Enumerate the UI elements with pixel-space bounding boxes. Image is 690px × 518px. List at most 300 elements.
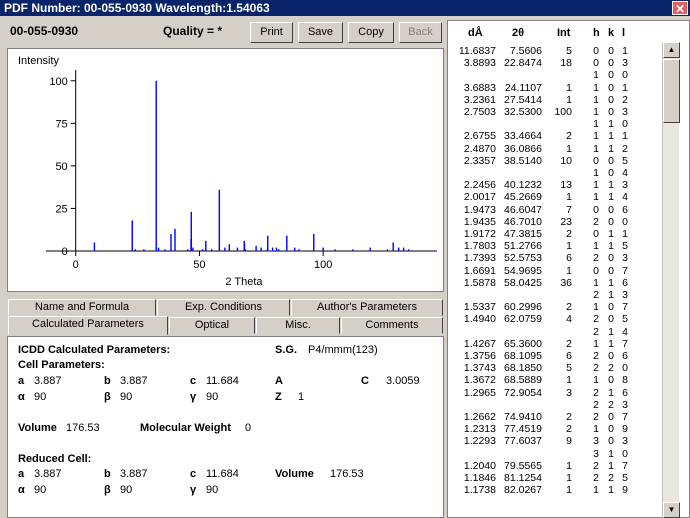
intensity-value: 9 xyxy=(566,435,572,448)
two-theta-value: 77.6037 xyxy=(504,435,542,448)
d-value: 1.1846 xyxy=(463,472,496,484)
cell-parameters-heading: Cell Parameters: xyxy=(18,359,105,371)
d-value: 2.4870 xyxy=(463,142,496,155)
k-index: 2 xyxy=(608,398,614,411)
k-index: 1 xyxy=(608,228,614,240)
k-index: 0 xyxy=(608,301,614,314)
h-index: 2 xyxy=(593,313,599,326)
reduced-beta-value: 90 xyxy=(120,484,133,496)
two-theta-value: 33.4664 xyxy=(504,130,542,143)
tab-authors-parameters[interactable]: Author's Parameters xyxy=(291,299,443,316)
peak-row[interactable] xyxy=(448,388,663,399)
peak-row[interactable] xyxy=(448,217,663,228)
peak-row[interactable] xyxy=(448,180,663,191)
l-index: 3 xyxy=(622,252,628,265)
reduced-b-value: 3.887 xyxy=(120,468,148,480)
k-index: 1 xyxy=(608,447,614,460)
d-value: 1.1738 xyxy=(463,484,496,497)
reduced-volume-value: 176.53 xyxy=(330,468,364,480)
intensity-value: 1 xyxy=(566,484,572,497)
k-index: 1 xyxy=(608,118,614,131)
l-index: 0 xyxy=(622,447,628,460)
cell-Z-value: 1 xyxy=(298,391,305,403)
peak-list[interactable] xyxy=(447,20,690,518)
d-value: 1.3743 xyxy=(463,362,496,375)
l-index: 1 xyxy=(622,45,628,57)
two-theta-value: 40.1232 xyxy=(504,179,542,192)
intensity-value: 4 xyxy=(566,313,572,326)
two-theta-value: 52.5753 xyxy=(504,252,542,265)
col-header-int: Int xyxy=(557,27,571,39)
peak-row[interactable] xyxy=(448,241,663,252)
l-index: 0 xyxy=(622,362,628,375)
l-index: 0 xyxy=(622,118,628,131)
l-index: 3 xyxy=(622,179,628,192)
d-value: 1.4940 xyxy=(463,313,496,326)
d-value: 1.9435 xyxy=(463,215,496,228)
peak-row[interactable] xyxy=(448,83,663,94)
l-index: 2 xyxy=(622,93,628,106)
intensity-value: 6 xyxy=(566,252,572,265)
molecular-weight-label: Molecular Weight xyxy=(140,422,231,434)
two-theta-value: 74.9410 xyxy=(504,411,542,423)
h-index: 1 xyxy=(593,337,599,350)
h-index: 0 xyxy=(593,203,599,216)
intensity-value: 1 xyxy=(566,472,572,484)
cell-b-label: b xyxy=(104,375,111,387)
l-index: 7 xyxy=(622,301,628,314)
peak-row[interactable] xyxy=(448,400,663,411)
l-index: 3 xyxy=(622,289,628,301)
peak-row[interactable] xyxy=(448,449,663,460)
cell-c-label: c xyxy=(190,375,197,387)
h-index: 1 xyxy=(593,191,599,204)
peak-row[interactable] xyxy=(448,339,663,350)
d-value: 1.7803 xyxy=(463,240,496,253)
h-index: 1 xyxy=(593,179,599,192)
intensity-value: 1 xyxy=(566,81,572,94)
intensity-value: 5 xyxy=(566,45,572,57)
tab-optical[interactable]: Optical xyxy=(169,317,255,334)
l-index: 9 xyxy=(622,484,628,497)
peak-row[interactable] xyxy=(448,131,663,142)
peak-row[interactable] xyxy=(448,278,663,289)
d-value: 2.0017 xyxy=(463,191,496,204)
reduced-cell-heading: Reduced Cell: xyxy=(18,453,92,465)
peak-row[interactable] xyxy=(448,229,663,240)
space-group-value: P4/mmm(123) xyxy=(308,344,378,356)
d-value: 2.6755 xyxy=(463,130,496,143)
peak-row[interactable] xyxy=(448,119,663,130)
cell-c-value: 11.684 xyxy=(206,375,239,387)
l-index: 7 xyxy=(622,264,628,277)
peak-row[interactable] xyxy=(448,70,663,81)
h-index: 1 xyxy=(593,423,599,436)
calculated-parameters-panel xyxy=(7,336,444,518)
two-theta-value: 45.2669 xyxy=(504,191,542,204)
intensity-value: 1 xyxy=(566,240,572,253)
intensity-value: 2 xyxy=(566,130,572,143)
peak-list-scrollbar[interactable] xyxy=(662,42,679,518)
cell-Z-label: Z xyxy=(275,391,282,403)
tab-calculated-parameters[interactable]: Calculated Parameters xyxy=(8,316,168,335)
reduced-alpha-label: α xyxy=(18,484,25,496)
h-index: 2 xyxy=(593,459,599,472)
cell-beta-value: 90 xyxy=(120,391,133,403)
intensity-value: 6 xyxy=(566,350,572,362)
two-theta-value: 60.2996 xyxy=(504,301,542,314)
l-index: 6 xyxy=(622,276,628,289)
peak-row[interactable] xyxy=(448,144,663,155)
two-theta-value: 27.5414 xyxy=(504,93,542,106)
reduced-a-value: 3.887 xyxy=(34,468,62,480)
peak-row[interactable] xyxy=(448,290,663,301)
k-index: 1 xyxy=(608,142,614,155)
intensity-value: 1 xyxy=(566,459,572,472)
h-index: 2 xyxy=(593,252,599,265)
h-index: 2 xyxy=(593,398,599,411)
d-value: 1.3756 xyxy=(463,350,496,362)
intensity-value: 7 xyxy=(566,203,572,216)
col-header-d: dÅ xyxy=(468,27,483,39)
intensity-value: 10 xyxy=(560,154,572,167)
k-index: 1 xyxy=(608,289,614,301)
volume-label: Volume xyxy=(18,422,57,434)
h-index: 1 xyxy=(593,106,599,118)
reduced-alpha-value: 90 xyxy=(34,484,47,496)
two-theta-value: 82.0267 xyxy=(504,484,542,497)
window-titlebar xyxy=(0,0,690,16)
tab-name-formula[interactable]: Name and Formula xyxy=(8,299,156,316)
peak-row[interactable] xyxy=(448,363,663,374)
l-index: 4 xyxy=(622,325,628,338)
reduced-gamma-label: γ xyxy=(190,484,197,496)
intensity-value: 1 xyxy=(566,264,572,277)
two-theta-value: 77.4519 xyxy=(504,423,542,436)
cell-C-value: 3.0059 xyxy=(386,375,420,387)
cell-alpha-label: α xyxy=(18,391,25,403)
h-index: 1 xyxy=(593,240,599,253)
copy-button[interactable]: Copy xyxy=(348,22,394,43)
k-index: 2 xyxy=(608,472,614,484)
intensity-value: 18 xyxy=(560,57,572,70)
peak-row[interactable] xyxy=(448,473,663,484)
h-index: 0 xyxy=(593,154,599,167)
l-index: 7 xyxy=(622,459,628,472)
l-index: 1 xyxy=(622,130,628,143)
window-title: PDF Number: 00-055-0930 Wavelength:1.54063 xyxy=(4,1,270,15)
l-index: 6 xyxy=(622,203,628,216)
d-value: 1.2293 xyxy=(463,435,496,448)
l-index: 2 xyxy=(622,142,628,155)
h-index: 3 xyxy=(593,447,599,460)
d-value: 2.3357 xyxy=(463,154,496,167)
col-header-k: k xyxy=(608,27,615,39)
quality-label: Quality = * xyxy=(163,24,223,38)
k-index: 1 xyxy=(608,130,614,143)
calc-heading: ICDD Calculated Parameters: xyxy=(18,344,171,356)
y-tick-label: 25 xyxy=(55,203,68,216)
k-index: 0 xyxy=(608,252,614,265)
d-value: 2.2456 xyxy=(463,179,496,192)
two-theta-value: 38.5140 xyxy=(504,154,542,167)
d-value: 1.5337 xyxy=(463,301,496,314)
k-index: 1 xyxy=(608,325,614,338)
cell-a-label: a xyxy=(18,375,25,387)
reduced-beta-label: β xyxy=(104,484,111,496)
d-value: 1.7393 xyxy=(463,252,496,265)
h-index: 1 xyxy=(593,81,599,94)
two-theta-value: 46.7010 xyxy=(504,215,542,228)
h-index: 2 xyxy=(593,289,599,301)
two-theta-value: 7.5606 xyxy=(509,45,542,57)
intensity-value: 2 xyxy=(566,423,572,436)
intensity-value: 23 xyxy=(560,215,572,228)
d-value: 1.9172 xyxy=(463,228,496,240)
y-axis-label: Intensity xyxy=(18,55,59,67)
x-tick-label: 100 xyxy=(313,259,333,271)
peak-row[interactable] xyxy=(448,168,663,179)
two-theta-value: 81.1254 xyxy=(504,472,542,484)
cell-b-value: 3.887 xyxy=(120,375,148,387)
volume-value: 176.53 xyxy=(66,422,100,434)
k-index: 2 xyxy=(608,362,614,375)
k-index: 1 xyxy=(608,459,614,472)
peak-row[interactable] xyxy=(448,375,663,386)
intensity-value: 5 xyxy=(566,362,572,375)
h-index: 2 xyxy=(593,411,599,423)
reduced-a-label: a xyxy=(18,468,25,480)
peak-row[interactable] xyxy=(448,461,663,472)
k-index: 0 xyxy=(608,93,614,106)
d-value: 1.5878 xyxy=(463,276,496,289)
y-tick-label: 100 xyxy=(49,75,68,88)
d-value: 1.6691 xyxy=(463,264,496,277)
reduced-c-label: c xyxy=(190,468,197,480)
l-index: 9 xyxy=(622,423,628,436)
scroll-thumb[interactable] xyxy=(663,59,680,123)
peak-row[interactable] xyxy=(448,314,663,325)
reduced-b-label: b xyxy=(104,468,111,480)
h-index: 2 xyxy=(593,325,599,338)
l-index: 0 xyxy=(622,215,628,228)
l-index: 3 xyxy=(622,57,628,70)
l-index: 4 xyxy=(622,167,628,179)
print-button[interactable]: Print xyxy=(250,22,293,43)
k-index: 0 xyxy=(608,167,614,179)
l-index: 6 xyxy=(622,350,628,362)
d-value: 1.2965 xyxy=(463,386,496,399)
l-index: 7 xyxy=(622,337,628,350)
intensity-value: 36 xyxy=(560,276,572,289)
peak-row[interactable] xyxy=(448,107,663,118)
cell-gamma-value: 90 xyxy=(206,391,219,403)
h-index: 0 xyxy=(593,45,599,57)
k-index: 0 xyxy=(608,69,614,82)
y-tick-label: 75 xyxy=(55,118,68,131)
d-value: 1.2313 xyxy=(463,423,496,436)
reduced-gamma-value: 90 xyxy=(206,484,219,496)
k-index: 0 xyxy=(608,215,614,228)
d-value: 3.6883 xyxy=(463,81,496,94)
k-index: 1 xyxy=(608,240,614,253)
l-index: 3 xyxy=(622,106,628,118)
intensity-value: 2 xyxy=(566,228,572,240)
space-group-label: S.G. xyxy=(275,344,298,356)
h-index: 2 xyxy=(593,215,599,228)
back-button[interactable]: Back xyxy=(399,22,442,43)
tab-misc[interactable]: Misc. xyxy=(256,317,340,334)
peak-row[interactable] xyxy=(448,351,663,362)
two-theta-value: 58.0425 xyxy=(504,276,542,289)
peak-row[interactable] xyxy=(448,192,663,203)
l-index: 8 xyxy=(622,374,628,387)
diffraction-pattern-chart xyxy=(7,48,444,292)
h-index: 1 xyxy=(593,93,599,106)
d-value: 1.2040 xyxy=(463,459,496,472)
two-theta-value: 68.5889 xyxy=(504,374,542,387)
peak-row[interactable] xyxy=(448,58,663,69)
header-bar xyxy=(0,17,445,47)
two-theta-value: 22.8474 xyxy=(504,57,542,70)
h-index: 2 xyxy=(593,350,599,362)
two-theta-value: 79.5565 xyxy=(504,459,542,472)
peak-row[interactable] xyxy=(448,253,663,264)
k-index: 1 xyxy=(608,191,614,204)
peak-row[interactable] xyxy=(448,46,663,57)
chart-svg xyxy=(8,49,443,291)
peak-row[interactable] xyxy=(448,95,663,106)
x-tick-label: 50 xyxy=(193,259,206,271)
h-index: 0 xyxy=(593,264,599,277)
peak-row[interactable] xyxy=(448,302,663,313)
two-theta-value: 51.2766 xyxy=(504,240,542,253)
h-index: 1 xyxy=(593,69,599,82)
l-index: 4 xyxy=(622,191,628,204)
two-theta-value: 32.5300 xyxy=(504,106,542,118)
reduced-c-value: 11.684 xyxy=(206,468,239,480)
cell-A-label: A xyxy=(275,375,283,387)
two-theta-value: 68.1095 xyxy=(504,350,542,362)
h-index: 1 xyxy=(593,142,599,155)
l-index: 6 xyxy=(622,386,628,399)
intensity-value: 13 xyxy=(560,179,572,192)
two-theta-value: 68.1850 xyxy=(504,362,542,375)
peak-row[interactable] xyxy=(448,485,663,496)
k-index: 0 xyxy=(608,45,614,57)
y-tick-label: 50 xyxy=(55,160,68,173)
h-index: 1 xyxy=(593,276,599,289)
molecular-weight-value: 0 xyxy=(245,422,252,434)
two-theta-value: 36.0866 xyxy=(504,142,542,155)
k-index: 1 xyxy=(608,179,614,192)
peak-row[interactable] xyxy=(448,205,663,216)
h-index: 1 xyxy=(593,484,599,497)
peak-row[interactable] xyxy=(448,266,663,277)
k-index: 0 xyxy=(608,57,614,70)
peak-row[interactable] xyxy=(448,156,663,167)
close-button[interactable]: ✕ xyxy=(672,1,688,15)
two-theta-value: 47.3815 xyxy=(504,228,542,240)
intensity-value: 2 xyxy=(566,337,572,350)
intensity-value: 1 xyxy=(566,93,572,106)
cell-a-value: 3.887 xyxy=(34,375,62,387)
l-index: 1 xyxy=(622,81,628,94)
h-index: 0 xyxy=(593,228,599,240)
d-value: 1.4267 xyxy=(463,337,496,350)
l-index: 5 xyxy=(622,154,628,167)
intensity-value: 1 xyxy=(566,374,572,387)
h-index: 1 xyxy=(593,301,599,314)
peak-row[interactable] xyxy=(448,412,663,423)
intensity-value: 1 xyxy=(566,142,572,155)
d-value: 3.2361 xyxy=(463,93,496,106)
k-index: 0 xyxy=(608,81,614,94)
k-index: 0 xyxy=(608,154,614,167)
cell-beta-label: β xyxy=(104,391,111,403)
l-index: 3 xyxy=(622,435,628,448)
peak-row[interactable] xyxy=(448,327,663,338)
intensity-value: 2 xyxy=(566,301,572,314)
intensity-value: 100 xyxy=(554,106,572,118)
d-value: 2.7503 xyxy=(463,106,496,118)
tab-exp-conditions[interactable]: Exp. Conditions xyxy=(157,299,290,316)
l-index: 1 xyxy=(622,228,628,240)
h-index: 2 xyxy=(593,472,599,484)
h-index: 1 xyxy=(593,374,599,387)
scroll-down-button[interactable]: ▼ xyxy=(663,502,680,518)
cell-C-label: C xyxy=(361,375,369,387)
d-value: 3.8893 xyxy=(463,57,496,70)
x-tick-label: 0 xyxy=(72,259,79,271)
k-index: 0 xyxy=(608,106,614,118)
k-index: 0 xyxy=(608,313,614,326)
intensity-value: 1 xyxy=(566,191,572,204)
peak-row[interactable] xyxy=(448,424,663,435)
pdf-number: 00-055-0930 xyxy=(10,24,79,38)
h-index: 3 xyxy=(593,435,599,448)
col-header-2theta: 2θ xyxy=(512,27,525,39)
two-theta-value: 72.9054 xyxy=(504,386,542,399)
tab-strip xyxy=(0,297,445,337)
l-index: 3 xyxy=(622,398,628,411)
cell-gamma-label: γ xyxy=(190,391,197,403)
d-value: 11.6837 xyxy=(458,45,496,57)
l-index: 0 xyxy=(622,69,628,82)
col-header-l: l xyxy=(622,27,626,39)
h-index: 1 xyxy=(593,167,599,179)
intensity-value: 3 xyxy=(566,386,572,399)
k-index: 0 xyxy=(608,435,614,448)
k-index: 0 xyxy=(608,350,614,362)
k-index: 0 xyxy=(608,203,614,216)
col-header-h: h xyxy=(593,27,600,39)
reduced-volume-label: Volume xyxy=(275,468,314,480)
tab-comments[interactable]: Comments xyxy=(341,317,443,334)
save-button[interactable]: Save xyxy=(298,22,343,43)
k-index: 1 xyxy=(608,386,614,399)
k-index: 1 xyxy=(608,484,614,497)
scroll-up-button[interactable]: ▲ xyxy=(663,42,680,58)
y-tick-label: 0 xyxy=(61,246,68,258)
d-value: 1.9473 xyxy=(463,203,496,216)
k-index: 0 xyxy=(608,374,614,387)
peak-row[interactable] xyxy=(448,436,663,447)
h-index: 1 xyxy=(593,130,599,143)
h-index: 0 xyxy=(593,57,599,70)
d-value: 1.2662 xyxy=(463,411,496,423)
two-theta-value: 65.3600 xyxy=(504,337,542,350)
